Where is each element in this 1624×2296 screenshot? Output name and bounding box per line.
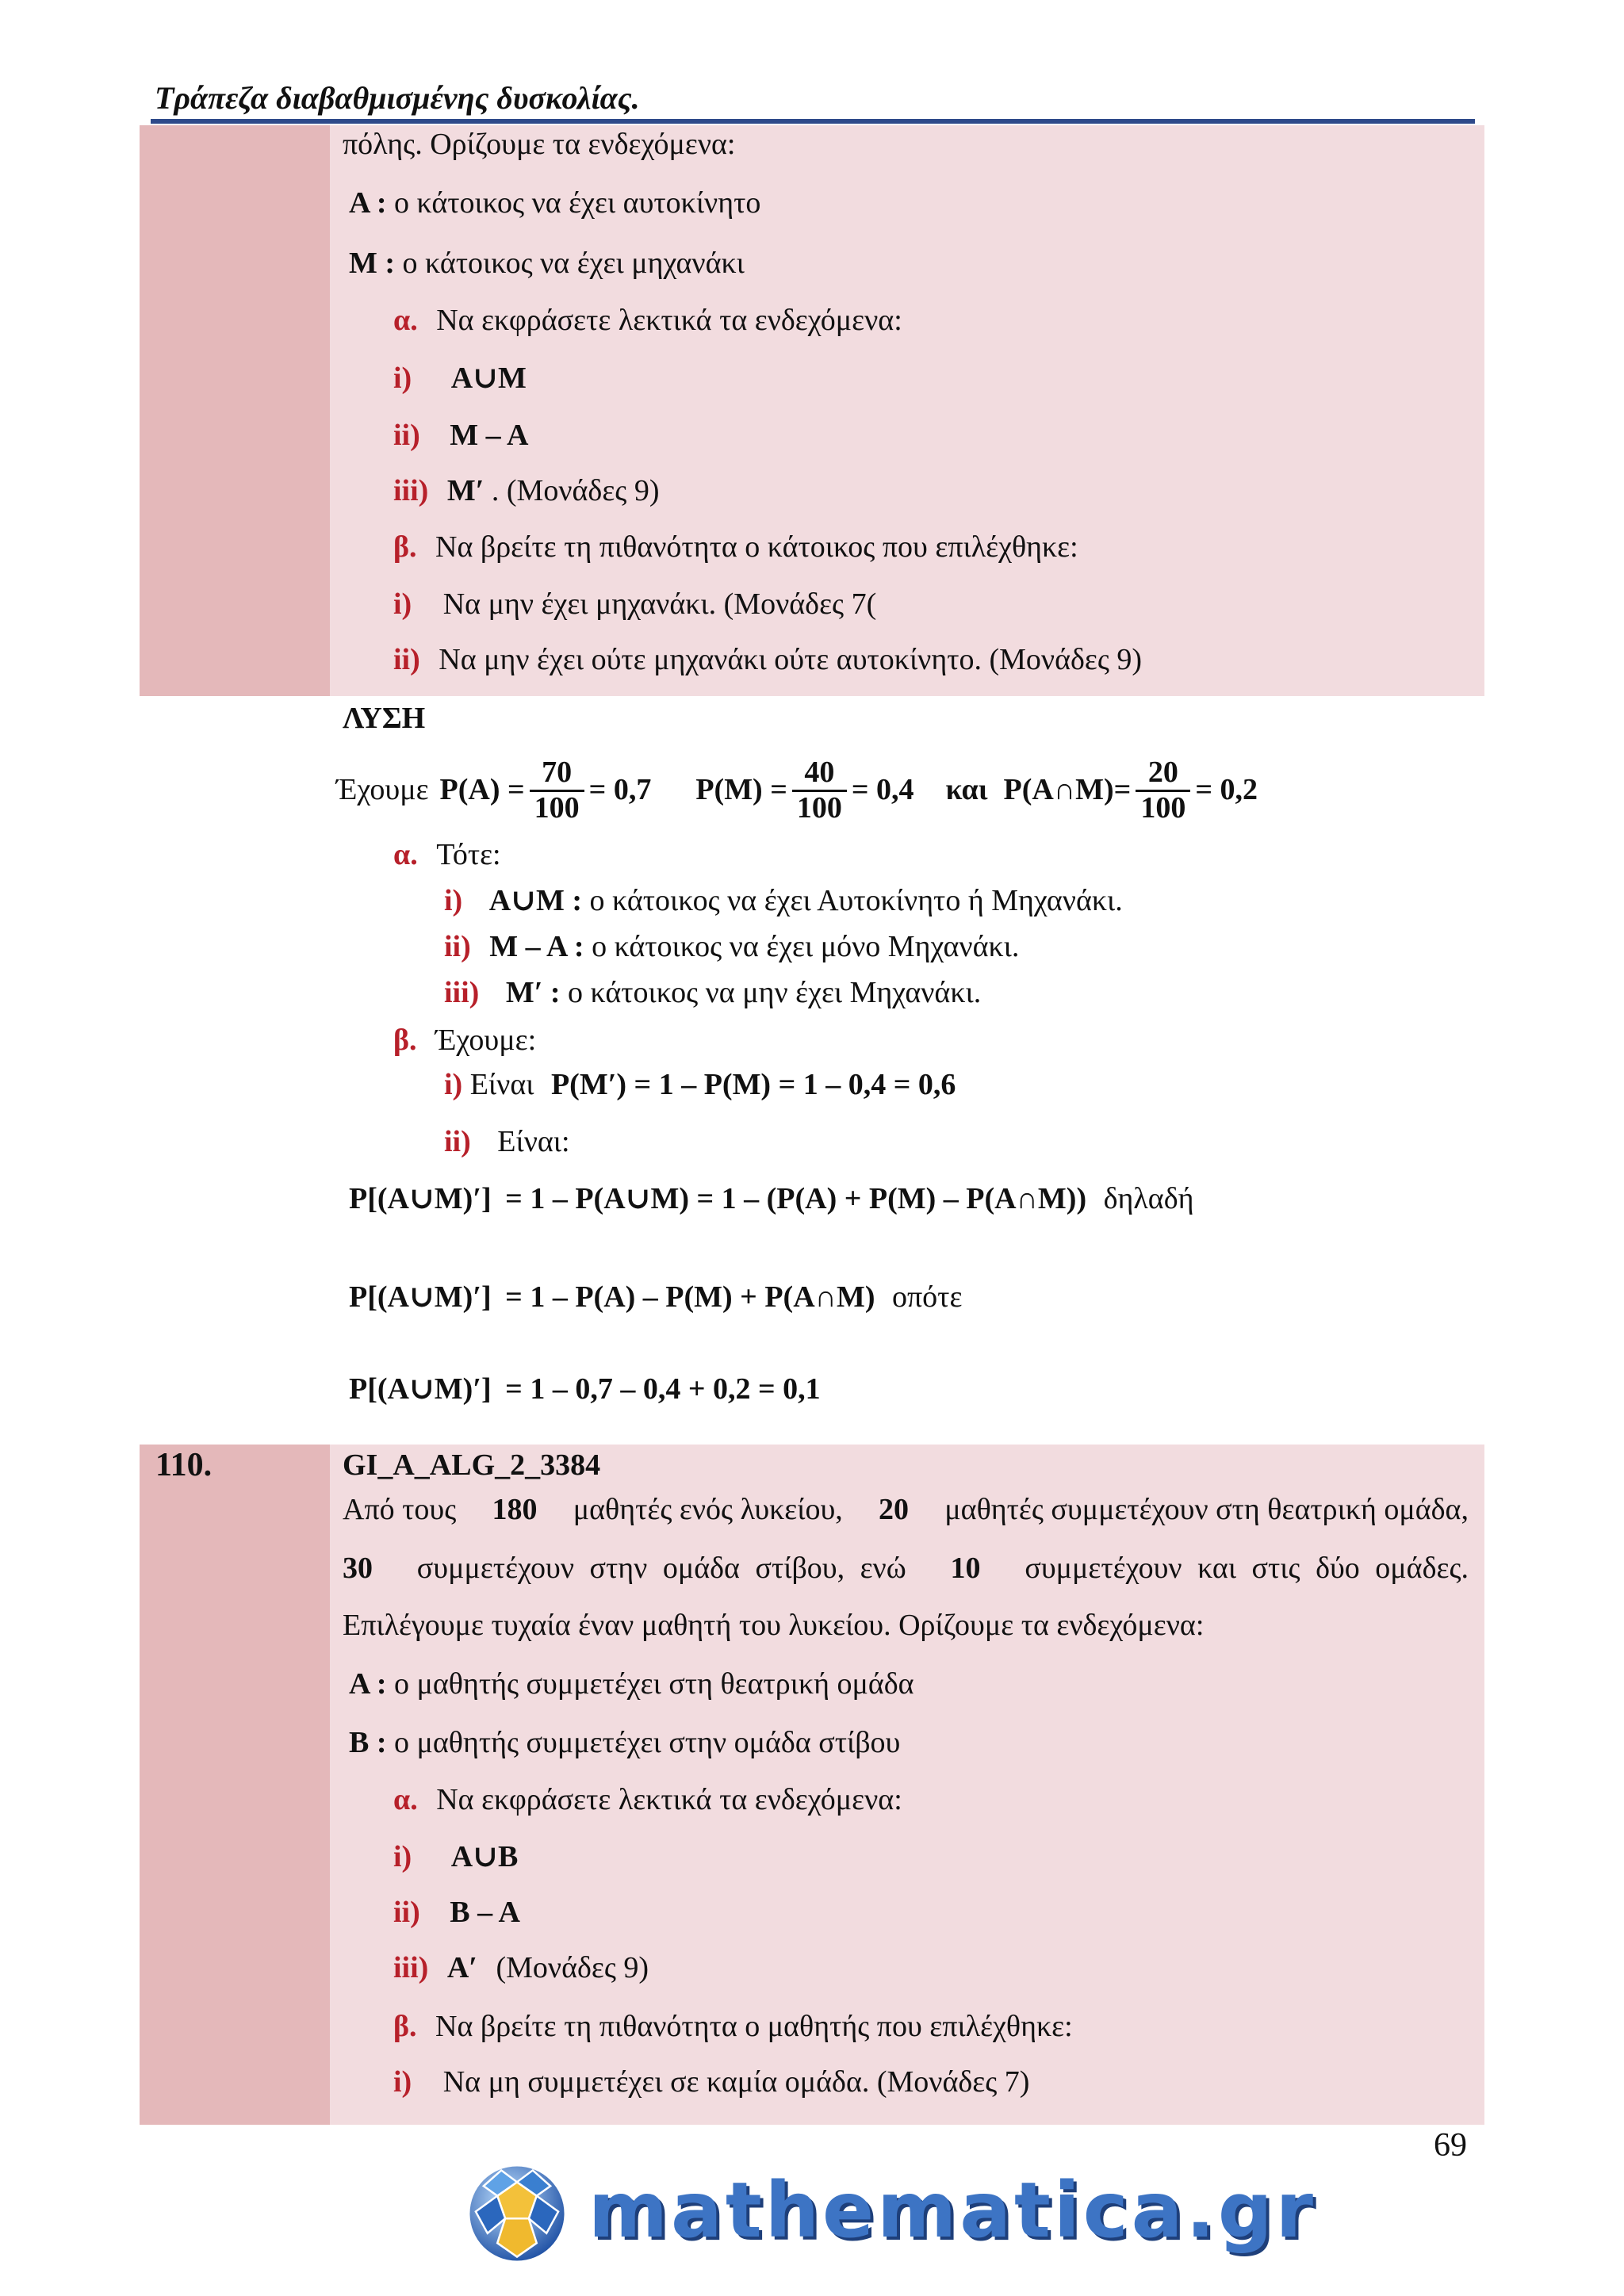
problem-110-number-column (140, 1445, 330, 2125)
problem-110-beta-i (393, 2064, 1029, 2101)
problem-110-paragraph-1 (343, 1492, 1469, 1529)
prob-m-value: = 0,4 (851, 773, 914, 807)
prob-m-fraction (792, 756, 847, 825)
solution-alpha-ii-expr: M – A : (489, 930, 584, 963)
problem-110-i-expr: A∪B (450, 1840, 519, 1873)
beta-subquestion-ii-text: Να μην έχει ούτε μηχανάκι ούτε αυτοκίνητο. (Μονάδες 9) (439, 643, 1143, 676)
problem-110-alpha (393, 1782, 902, 1819)
question-beta-text: Να βρείτε τη πιθανότητα ο κάτοικος που επιλέχθηκε: (435, 530, 1078, 564)
problem-110-beta-i-text: Να μη συμμετέχει σε καμία ομάδα. (Μονάδες 7) (442, 2065, 1030, 2099)
solution-alpha-label: α. (393, 838, 418, 871)
solution-alpha-iii (444, 975, 981, 1012)
problem-110-event-a-text: ο μαθητής συμμετέχει στη θεατρική ομάδα (394, 1667, 914, 1701)
solution-alpha-ii-label: ii) (444, 930, 471, 963)
solution-beta-ii (444, 1124, 570, 1161)
problem-110-iii-text: (Μονάδες 9) (496, 1951, 649, 1984)
solution-beta-ii-text: Είναι: (497, 1125, 570, 1158)
solution-beta-i (444, 1067, 956, 1104)
problem-110-alpha-label: α. (393, 1783, 418, 1816)
statement-line: πόλης. Ορίζουμε τα ενδεχόμενα: (343, 128, 736, 161)
solution-alpha (393, 837, 501, 874)
problem-110-beta (393, 2009, 1073, 2045)
prob-a-value: = 0,7 (588, 773, 652, 807)
solution-beta-label: β. (393, 1024, 417, 1057)
subquestion-i (393, 361, 527, 397)
header-rule (151, 119, 1475, 124)
solution-beta-ii-label: ii) (444, 1125, 471, 1158)
equation-2-word: οπότε (891, 1280, 963, 1314)
prob-am-fraction (1136, 756, 1190, 825)
subquestion-ii-expr: M – A (450, 419, 529, 452)
question-alpha-text: Να εκφράσετε λεκτικά τα ενδεχόμενα: (436, 304, 902, 337)
prob-am-label: P(A∩M)= (1003, 773, 1132, 807)
equation-2 (349, 1280, 962, 1316)
event-a-definition (349, 186, 760, 222)
problem-number-column (140, 125, 330, 696)
number-180: 180 (492, 1493, 538, 1526)
solution-beta-i-label: i) (444, 1068, 463, 1101)
prob-a-denominator: 100 (534, 790, 580, 825)
question-alpha-label: α. (393, 304, 418, 337)
problem-110-paragraph-2 (343, 1551, 1469, 1587)
solution-alpha-ii (444, 929, 1019, 966)
subquestion-ii-label: ii) (393, 419, 420, 452)
page-number: 69 (1434, 2127, 1467, 2164)
question-beta (393, 530, 1078, 566)
problem-110-event-a-label: A : (349, 1667, 387, 1701)
subquestion-iii-text: . (Μονάδες 9) (491, 474, 660, 507)
subquestion-ii (393, 418, 529, 454)
solution-alpha-text: Τότε: (436, 838, 501, 871)
solution-given-probabilities (336, 747, 1258, 834)
number-20: 20 (879, 1493, 910, 1526)
solution-alpha-i-text: ο κάτοικος να έχει Αυτοκίνητο ή Μηχανάκι. (589, 884, 1123, 917)
subquestion-i-label: i) (393, 362, 412, 395)
equation-1-word: δηλαδή (1103, 1182, 1194, 1215)
p2-a: συμμετέχουν στην ομάδα στίβου, ενώ (416, 1552, 906, 1585)
p2-b: συμμετέχουν και στις δύο ομάδες. (1025, 1552, 1469, 1585)
event-a-text: ο κάτοικος να έχει αυτοκίνητο (394, 186, 761, 220)
prob-m-denominator: 100 (796, 790, 842, 825)
beta-subquestion-i-label: i) (393, 587, 412, 621)
equation-2-lhs: P[(A∪M)′] (349, 1280, 492, 1314)
solution-beta-text: Έχουμε: (435, 1024, 537, 1057)
problem-110-iii-expr: A′ (446, 1951, 477, 1984)
event-m-text: ο κάτοικος να έχει μηχανάκι (402, 247, 745, 280)
event-a-label: A : (349, 186, 387, 220)
subquestion-iii-label: iii) (393, 474, 429, 507)
question-alpha (393, 303, 902, 339)
prob-am-numerator: 20 (1136, 756, 1190, 792)
solution-alpha-iii-text: ο κάτοικος να μην έχει Μηχανάκι. (568, 976, 982, 1009)
problem-110-event-b (349, 1725, 900, 1762)
polyhedron-logo-icon (468, 2164, 566, 2263)
solution-alpha-i-label: i) (444, 884, 463, 917)
solution-beta-i-expr: P(M′) = 1 – P(M) = 1 – 0,4 = 0,6 (550, 1068, 956, 1101)
equation-2-rhs: = 1 – P(A) – P(M) + P(A∩M) (505, 1280, 875, 1314)
solution-beta-i-text: Είναι (469, 1068, 534, 1101)
prob-a-fraction (530, 756, 584, 825)
equation-3-rhs: = 1 – 0,7 – 0,4 + 0,2 = 0,1 (505, 1372, 821, 1406)
kai-word: και (945, 773, 988, 807)
problem-110-code: GI_A_ALG_2_3384 (343, 1448, 601, 1482)
p1-a: Από τους (343, 1493, 457, 1526)
subquestion-iii-expr: M′ (446, 474, 485, 507)
prob-a-label: P(A) = (439, 773, 525, 807)
problem-110-event-b-text: ο μαθητής συμμετέχει στην ομάδα στίβου (394, 1726, 901, 1759)
problem-110-alpha-text: Να εκφράσετε λεκτικά τα ενδεχόμενα: (436, 1783, 902, 1816)
problem-110-beta-label: β. (393, 2010, 417, 2043)
prob-am-denominator: 100 (1140, 790, 1186, 825)
solution-beta (393, 1023, 536, 1059)
p1-b: μαθητές ενός λυκείου, (573, 1493, 843, 1526)
beta-subquestion-i-text: Να μην έχει μηχανάκι. (Μονάδες 7( (442, 587, 877, 621)
solution-alpha-ii-text: ο κάτοικος να έχει μόνο Μηχανάκι. (592, 930, 1020, 963)
problem-110-iii (393, 1950, 649, 1987)
event-m-label: M : (349, 247, 396, 280)
subquestion-i-expr: A∪M (450, 362, 527, 395)
problem-110-paragraph-3: Επιλέγουμε τυχαία έναν μαθητή του λυκείου. Ορίζουμε τα ενδεχόμενα: (343, 1609, 1205, 1642)
problem-110-number: 110. (155, 1447, 213, 1483)
solution-alpha-i (444, 883, 1123, 920)
equation-1-rhs: = 1 – P(A∪M) = 1 – (P(A) + P(M) – P(A∩M)) (505, 1182, 1087, 1215)
event-m-definition (349, 246, 745, 282)
number-30: 30 (343, 1552, 373, 1585)
beta-subquestion-ii (393, 642, 1142, 679)
prob-a-numerator: 70 (530, 756, 584, 792)
solution-alpha-iii-expr: M′ : (505, 976, 561, 1009)
problem-110-iii-label: iii) (393, 1951, 429, 1984)
page-header-title: Τράπεζα διαβαθμισμένης δυσκολίας. (155, 80, 640, 116)
problem-110-event-a (349, 1667, 914, 1703)
problem-110-beta-text: Να βρείτε τη πιθανότητα ο μαθητής που επιλέχθηκε: (435, 2010, 1073, 2043)
question-beta-label: β. (393, 530, 417, 564)
number-10: 10 (950, 1552, 981, 1585)
problem-110-beta-i-label: i) (393, 2065, 412, 2099)
subquestion-iii (393, 473, 660, 510)
solution-alpha-iii-label: iii) (444, 976, 480, 1009)
problem-110-i-label: i) (393, 1840, 412, 1873)
prob-m-label: P(M) = (695, 773, 787, 807)
solution-have-text: Έχουμε (336, 773, 429, 807)
beta-subquestion-i (393, 587, 876, 623)
p1-c: μαθητές συμμετέχουν στη θεατρική ομάδα, (944, 1493, 1469, 1526)
solution-alpha-i-expr: A∪M : (488, 884, 583, 917)
prob-m-numerator: 40 (792, 756, 847, 792)
equation-3 (349, 1372, 821, 1408)
equation-3-lhs: P[(A∪M)′] (349, 1372, 492, 1406)
problem-110-ii-expr: B – A (450, 1896, 520, 1929)
problem-110-ii (393, 1895, 520, 1931)
equation-1 (349, 1181, 1194, 1218)
prob-am-value: = 0,2 (1195, 773, 1258, 807)
solution-title: ΛΥΣΗ (343, 702, 426, 735)
problem-110-event-b-label: B : (349, 1726, 387, 1759)
equation-1-lhs: P[(A∪M)′] (349, 1182, 492, 1215)
problem-110-i (393, 1839, 518, 1876)
beta-subquestion-ii-label: ii) (393, 643, 420, 676)
site-logo-text: mathematica.gr (588, 2166, 1316, 2255)
problem-110-ii-label: ii) (393, 1896, 420, 1929)
